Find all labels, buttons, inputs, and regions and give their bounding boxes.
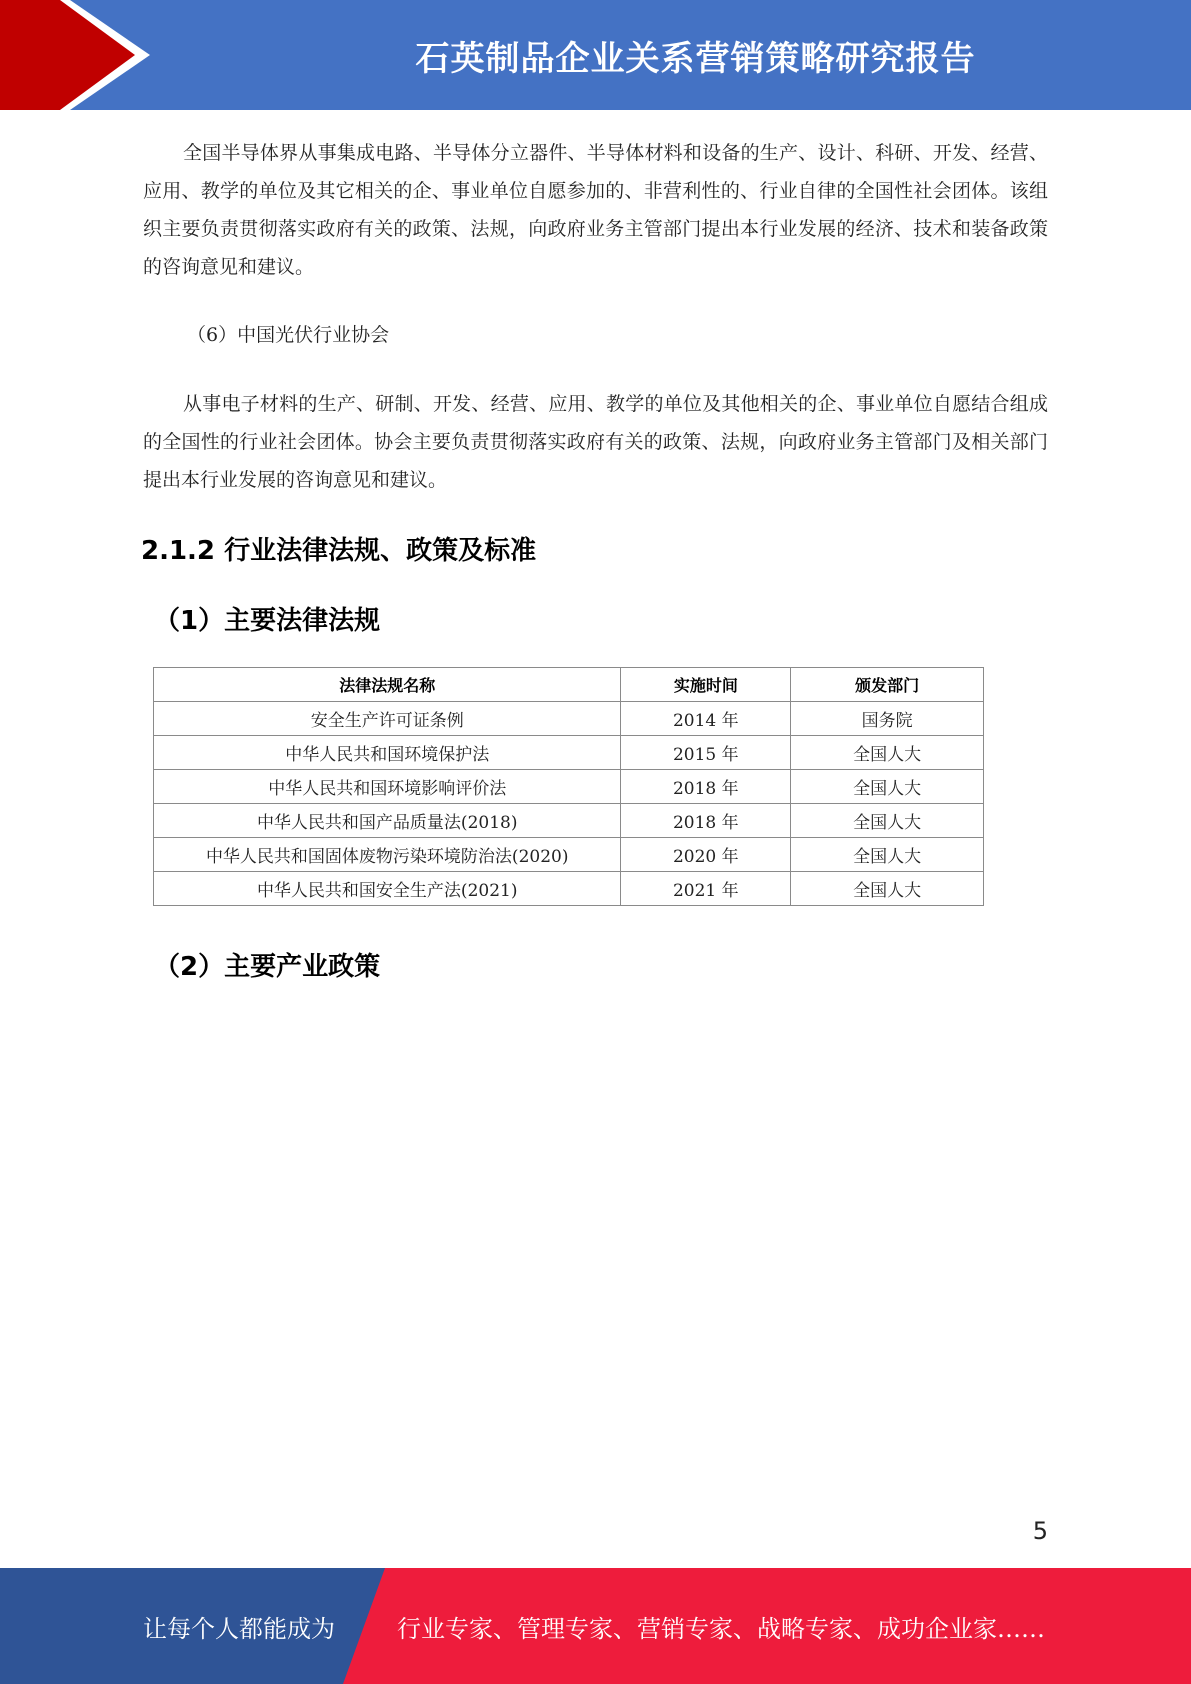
table-row [154, 838, 984, 872]
table-row [154, 770, 984, 804]
page-footer [0, 1568, 1191, 1684]
law-date-cell: 2018 年 [621, 804, 791, 838]
law-name-cell: 中华人民共和国产品质量法(2018) [154, 804, 621, 838]
footer-slogan-left: 让每个人都能成为 [143, 1614, 335, 1643]
table-row [154, 702, 984, 736]
table-row [154, 872, 984, 906]
subsection-heading-laws: （1）主要法律法规 [154, 606, 381, 636]
table-header-row [154, 668, 984, 702]
laws-table [153, 667, 984, 906]
page-number: 5 [1032, 1517, 1048, 1545]
header-arrow-decoration [0, 0, 200, 110]
page-header [0, 0, 1191, 110]
law-issuer-cell: 国务院 [791, 702, 984, 736]
subsection-heading-policies: （2）主要产业政策 [154, 952, 381, 982]
law-name-cell: 中华人民共和国环境影响评价法 [154, 770, 621, 804]
table-row [154, 736, 984, 770]
law-date-cell: 2014 年 [621, 702, 791, 736]
law-name-cell: 中华人民共和国固体废物污染环境防治法(2020) [154, 838, 621, 872]
column-header-name: 法律法规名称 [154, 668, 621, 702]
section-heading-2-1-2: 2.1.2 行业法律法规、政策及标准 [141, 536, 537, 566]
law-date-cell: 2021 年 [621, 872, 791, 906]
law-issuer-cell: 全国人大 [791, 872, 984, 906]
paragraph-pv-association: 从事电子材料的生产、研制、开发、经营、应用、教学的单位及其他相关的企、事业单位自愿结合组成的全国性的行业社会团体。协会主要负责贯彻落实政府有关的政策、法规，向政府业务主管部门及相关部门提出本行业发展的咨询意见和建议。 [143, 393, 1048, 491]
law-date-cell: 2015 年 [621, 736, 791, 770]
list-item-pv-association: （6）中国光伏行业协会 [187, 324, 390, 346]
law-name-cell: 安全生产许可证条例 [154, 702, 621, 736]
footer-slogan-right: 行业专家、管理专家、营销专家、战略专家、成功企业家…… [397, 1614, 1045, 1643]
paragraph-semiconductor-association: 全国半导体界从事集成电路、半导体分立器件、半导体材料和设备的生产、设计、科研、开发、经营、应用、教学的单位及其它相关的企、事业单位自愿参加的、非营利性的、行业自律的全国性社会团体。该组织主要负责贯彻落实政府有关的政策、法规，向政府业务主管部门提出本行业发展的经济、技术和装备政策的咨询意见和建议。 [143, 142, 1048, 278]
table-row [154, 804, 984, 838]
column-header-issuer: 颁发部门 [791, 668, 984, 702]
law-name-cell: 中华人民共和国环境保护法 [154, 736, 621, 770]
law-issuer-cell: 全国人大 [791, 770, 984, 804]
law-issuer-cell: 全国人大 [791, 838, 984, 872]
law-date-cell: 2020 年 [621, 838, 791, 872]
report-title: 石英制品企业关系营销策略研究报告 [415, 38, 976, 79]
law-name-cell: 中华人民共和国安全生产法(2021) [154, 872, 621, 906]
law-date-cell: 2018 年 [621, 770, 791, 804]
law-issuer-cell: 全国人大 [791, 736, 984, 770]
column-header-date: 实施时间 [621, 668, 791, 702]
law-issuer-cell: 全国人大 [791, 804, 984, 838]
